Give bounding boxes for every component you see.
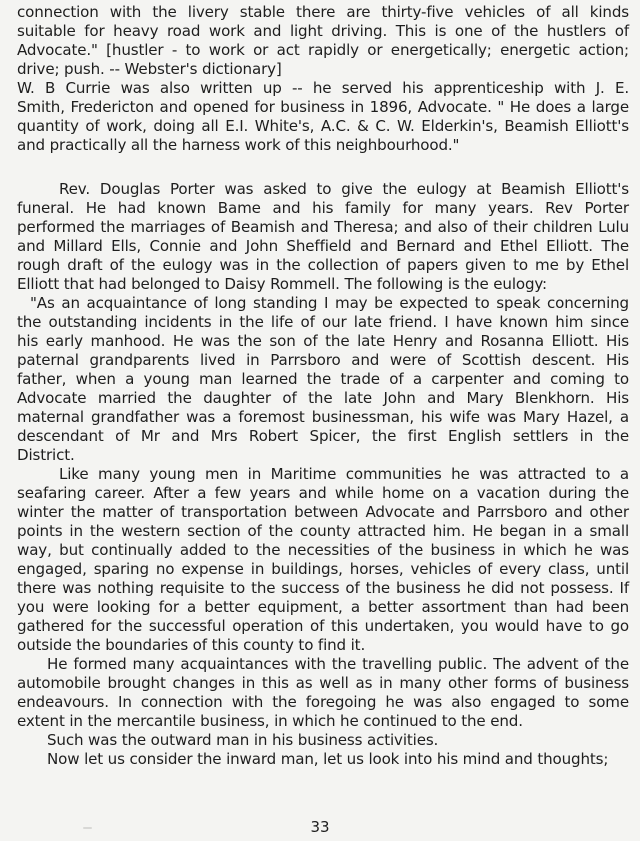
text-line: funeral. He had known Bame and his family for many years. Rev Porter (17, 199, 629, 217)
text-line: you were looking for a better equipment, a better assortment than had been (17, 598, 629, 616)
text-line: quantity of work, doing all E.I. White's, A.C. & C. W. Elderkin's, Beamish Elliott's (17, 117, 629, 135)
text-line: Smith, Fredericton and opened for business in 1896, Advocate. " He does a large (17, 98, 629, 116)
text-line: Now let us consider the inward man, let us look into his mind and thoughts; (47, 750, 609, 768)
text-line: He formed many acquaintances with the travelling public. The advent of the (47, 655, 629, 673)
text-line: extent in the mercantile business, in which he continued to the end. (17, 712, 523, 730)
text-line: Like many young men in Maritime communities he was attracted to a (59, 465, 629, 483)
text-line: "As an acquaintance of long standing I may be expected to speak concerning (30, 294, 629, 312)
text-line: endeavours. In connection with the foregoing he was also engaged to some (17, 693, 629, 711)
text-line: Advocate." [hustler - to work or act rapidly or energetically; energetic action; (17, 41, 629, 59)
text-line: winter the matter of transportation between Advocate and Parrsboro and other (17, 503, 629, 521)
text-line: Such was the outward man in his business activities. (47, 731, 439, 749)
text-line: drive; push. -- Webster's dictionary] (17, 60, 282, 78)
text-line: and practically all the harness work of this neighbourhood." (17, 136, 460, 154)
page-number: 33 (310, 818, 330, 836)
text-line: descendant of Mr and Mrs Robert Spicer, the first English settlers in the (17, 427, 629, 445)
text-line: outside the boundaries of this county to find it. (17, 636, 366, 654)
text-line: Rev. Douglas Porter was asked to give the eulogy at Beamish Elliott's (59, 180, 629, 198)
text-line: and Millard Ells, Connie and John Sheffield and Bernard and Ethel Elliott. The (17, 237, 629, 255)
text-line: automobile brought changes in this as well as in many other forms of business (17, 674, 629, 692)
text-line: performed the marriages of Beamish and Theresa; and also of their children Lulu (17, 218, 629, 236)
text-line: points in the western section of the county attracted him. He began in a small (17, 522, 629, 540)
text-line: Advocate married the daughter of the late John and Mary Blenkhorn. His (17, 389, 629, 407)
text-line: W. B Currie was also written up -- he served his apprenticeship with J. E. (17, 79, 629, 97)
text-line: way, but continually added to the necessities of the business in which he was (17, 541, 629, 559)
text-line: suitable for heavy road work and light driving. This is one of the hustlers of (17, 22, 629, 40)
text-line: connection with the livery stable there are thirty-five vehicles of all kinds (17, 3, 629, 21)
text-line: engaged, sparing no expense in buildings, horses, vehicles of every class, until (17, 560, 629, 578)
text-line: seafaring career. After a few years and while home on a vacation during the (17, 484, 629, 502)
text-line: District. (17, 446, 75, 464)
text-line: the outstanding incidents in the life of our late friend. I have known him since (17, 313, 629, 331)
text-line: there was nothing requisite to the success of the business he did not possess. If (17, 579, 629, 597)
text-line: maternal grandfather was a foremost businessman, his wife was Mary Hazel, a (17, 408, 629, 426)
text-line: his early manhood. He was the son of the late Henry and Rosanna Elliott. His (17, 332, 629, 350)
text-line: father, when a young man learned the trade of a carpenter and coming to (17, 370, 629, 388)
text-line: Elliott that had belonged to Daisy Rommell. The following is the eulogy: (17, 275, 547, 293)
text-line: rough draft of the eulogy was in the collection of papers given to me by Ethel (17, 256, 629, 274)
text-line: gathered for the successful operation of this undertaken, you would have to go (17, 617, 629, 635)
scan-speck (83, 827, 92, 829)
text-line: paternal grandparents lived in Parrsboro and were of Scottish descent. His (17, 351, 629, 369)
